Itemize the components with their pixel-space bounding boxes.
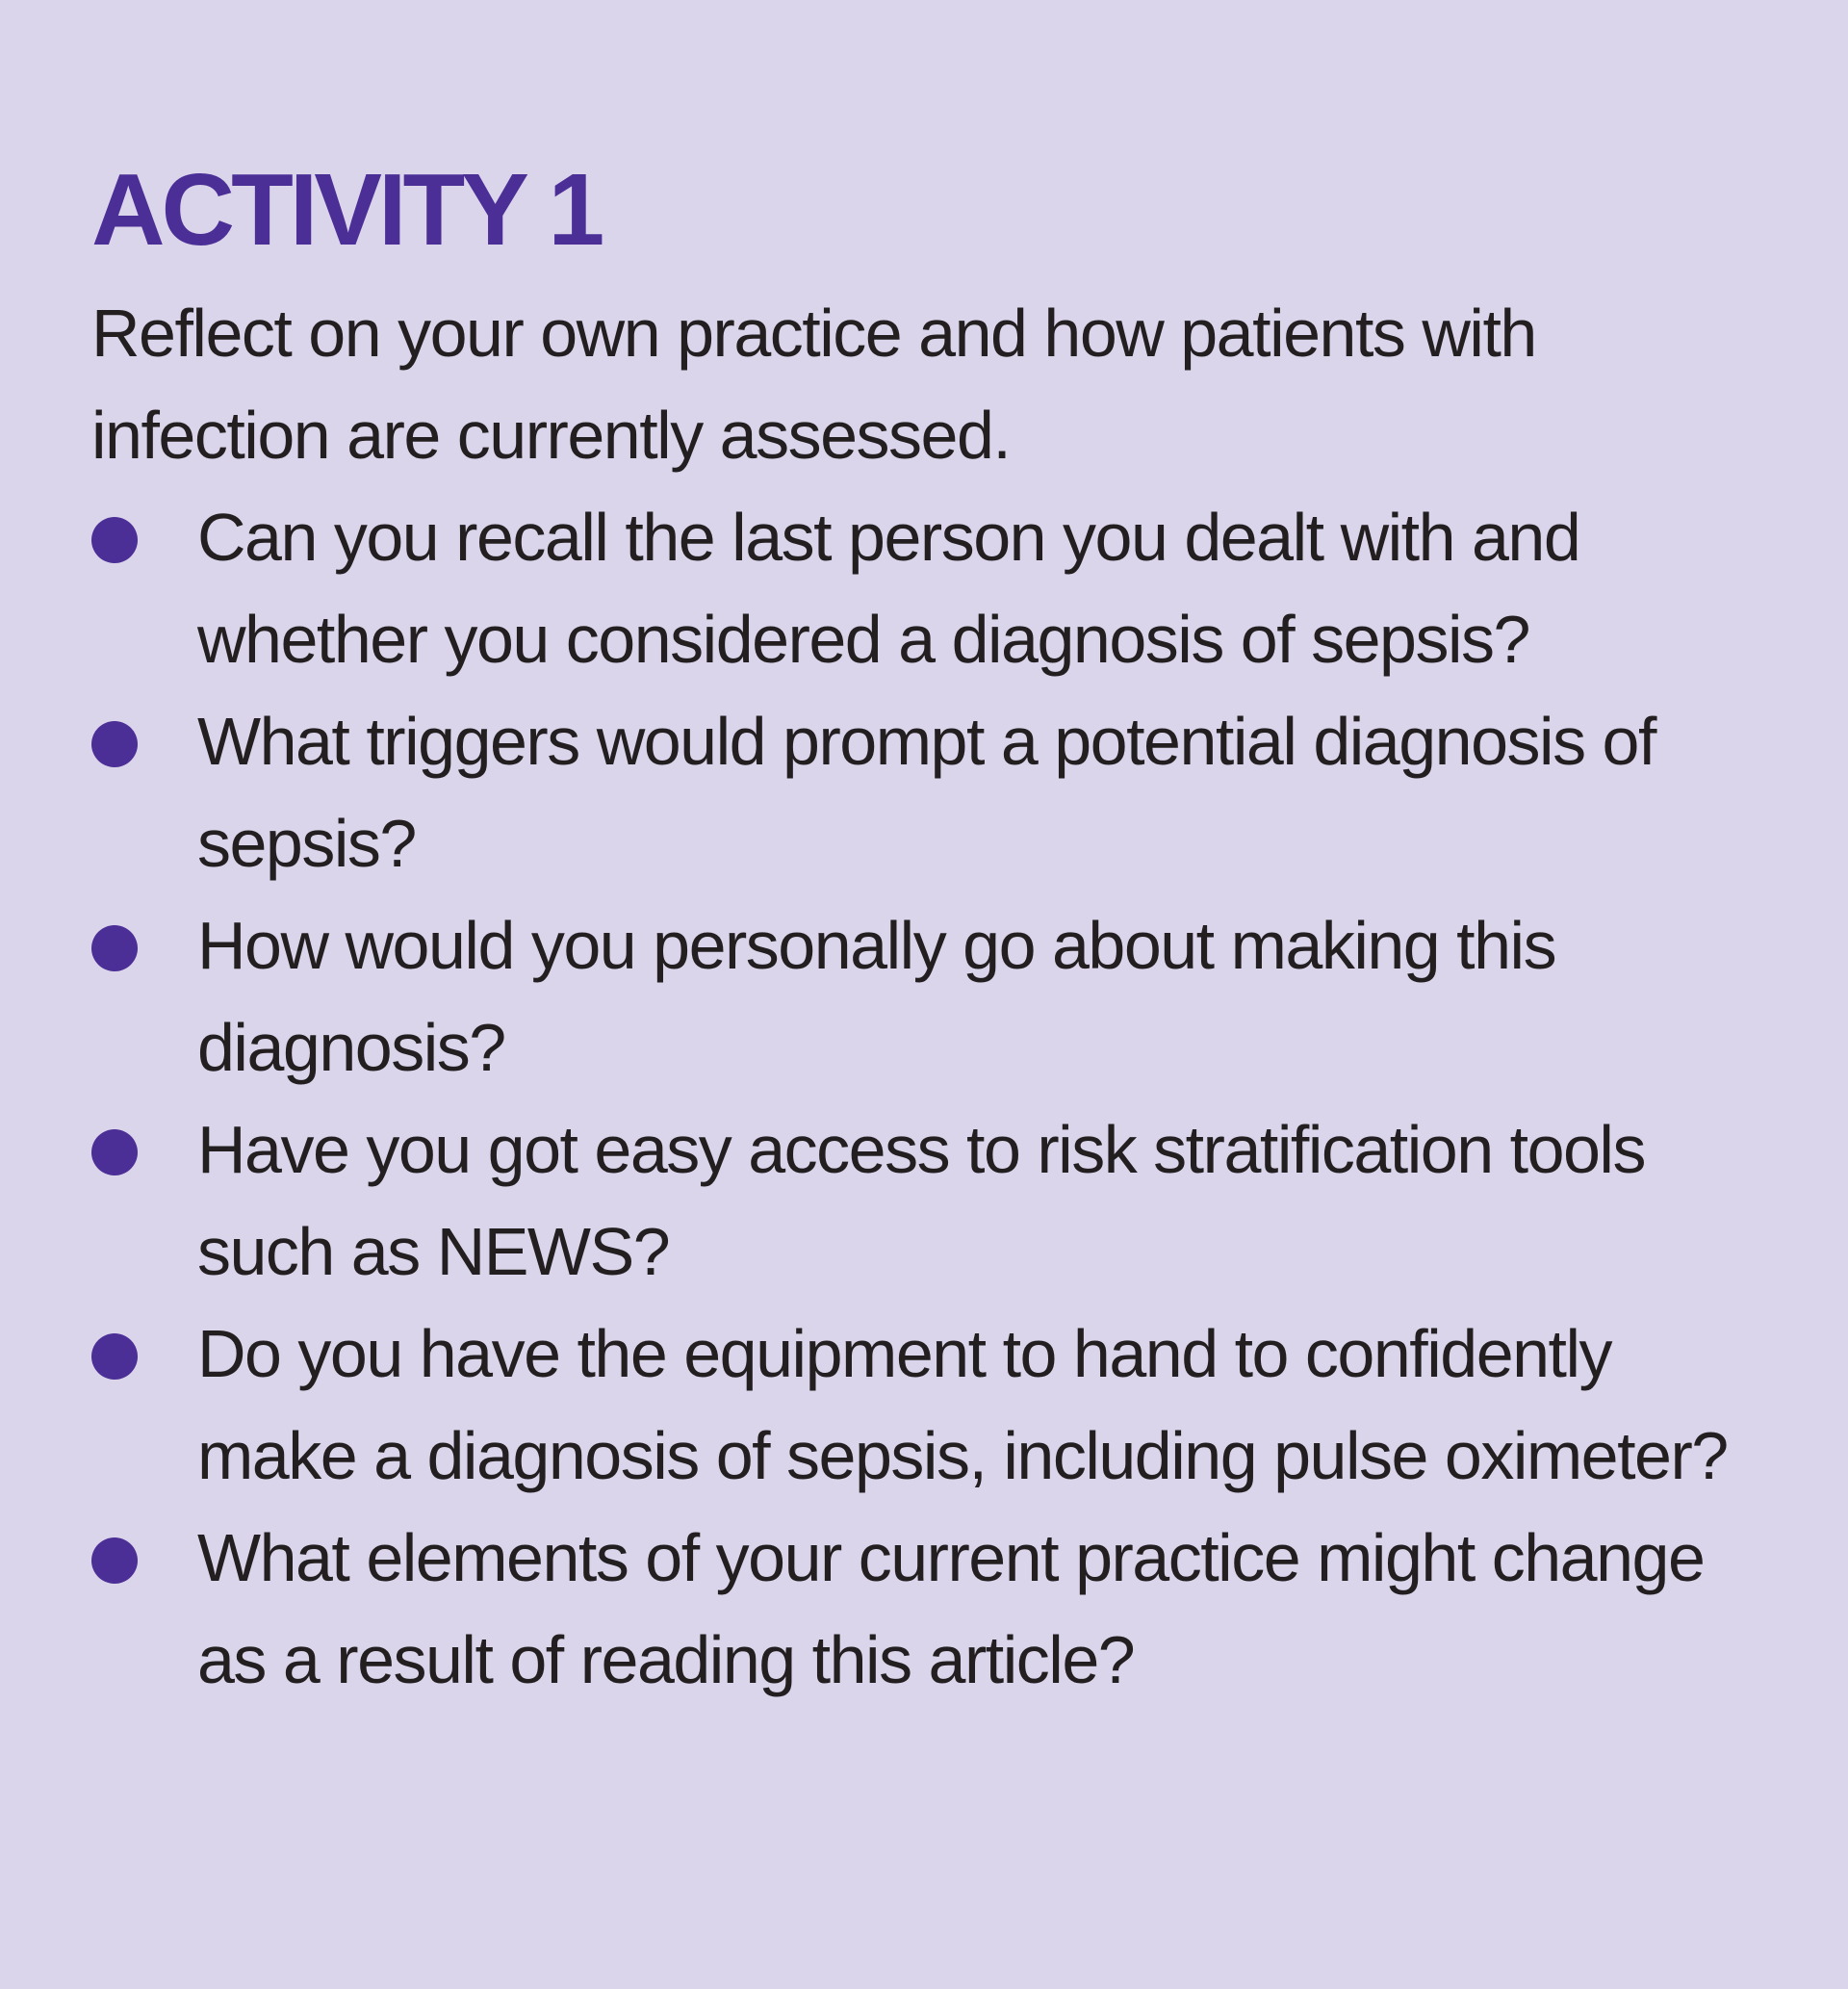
bullet-icon <box>91 517 138 563</box>
list-item <box>91 894 1771 1098</box>
bullet-icon <box>91 1129 138 1175</box>
question-text: Do you have the equipment to hand to confidently make a diagnosis of sepsis, including pulse oximeter? <box>197 1316 1728 1493</box>
list-item <box>91 486 1771 690</box>
list-item <box>91 1303 1771 1507</box>
activity-title: ACTIVITY 1 <box>91 153 602 267</box>
list-item <box>91 1098 1771 1303</box>
question-text: What elements of your current practice might change as a result of reading this article? <box>197 1520 1705 1697</box>
question-text: How would you personally go about making this diagnosis? <box>197 908 1556 1085</box>
activity-intro: Reflect on your own practice and how patients with infection are currently assessed. <box>91 296 1536 473</box>
question-list <box>91 486 1771 1711</box>
bullet-icon <box>91 925 138 971</box>
question-text: Can you recall the last person you dealt with and whether you considered a diagnosis of sepsis? <box>197 500 1580 677</box>
list-item <box>91 690 1771 894</box>
list-item <box>91 1507 1771 1711</box>
question-text: What triggers would prompt a potential diagnosis of sepsis? <box>197 704 1656 881</box>
bullet-icon <box>91 1537 138 1584</box>
bullet-icon <box>91 721 138 767</box>
question-text: Have you got easy access to risk stratification tools such as NEWS? <box>197 1112 1645 1289</box>
bullet-icon <box>91 1333 138 1380</box>
